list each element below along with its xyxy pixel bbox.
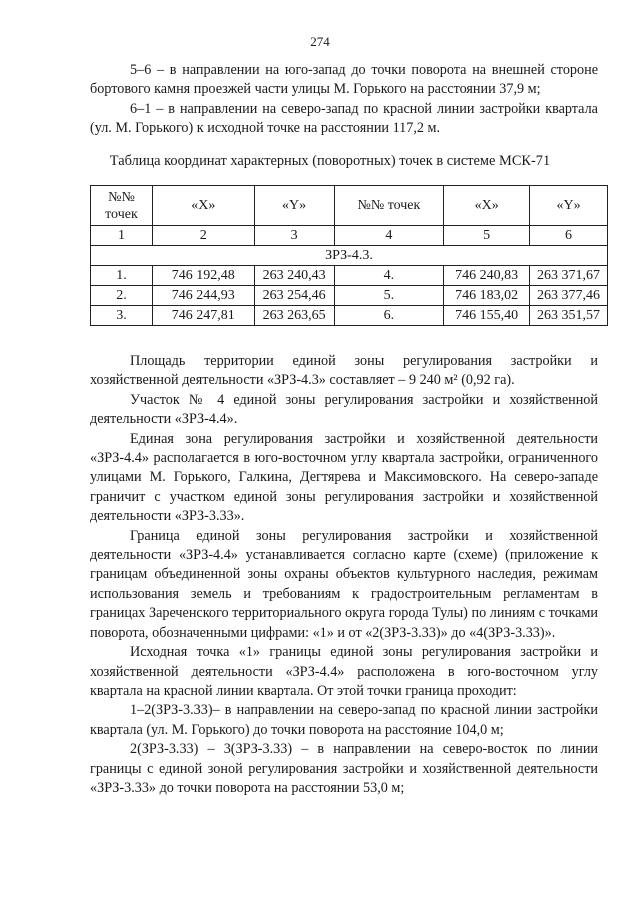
column-number: 2 [152, 226, 254, 246]
table-title: Таблица координат характерных (поворотных) точек в системе МСК-71 [109, 153, 551, 169]
section-row [91, 246, 608, 266]
header-cell: №№ точек [334, 186, 444, 226]
paragraph: Площадь территории единой зоны регулирования застройки и хозяйственной деятельности «ЗРЗ-4.3» составляет – 9 240 м² (0,92 га). [90, 353, 598, 389]
header-cell: «X» [152, 186, 254, 226]
table-cell: 746 192,48 [152, 266, 254, 286]
table-cell: 746 240,83 [444, 266, 530, 286]
header-cell: «Y» [530, 186, 608, 226]
table-cell: 263 254,46 [254, 286, 334, 306]
table-cell: 746 244,93 [152, 286, 254, 306]
paragraph: Единая зона регулирования застройки и хозяйственной деятельности «ЗРЗ-4.4» располагается в юго-восточном углу квартала застройки, ограниченного улицами М. Горького, Галкина, Дегтярева и Максимовского. На северо-западе граничит с участком единой зоны регулирования застройки и хозяйственной деятельности «ЗРЗ-3.33». [90, 430, 598, 525]
paragraph: 6–1 – в направлении на северо-запад по красной линии застройки квартала (ул. М. Горького) к исходной точке на расстоянии 117,2 м. [90, 100, 598, 137]
paragraph: 5–6 – в направлении на юго-запад до точки поворота на внешней стороне бортового камня проезжей части улицы М. Горького на расстоянии 37,9 м; [90, 62, 598, 98]
table-row [91, 306, 608, 326]
table-cell: 263 240,43 [254, 266, 334, 286]
column-number: 3 [254, 226, 334, 246]
table-cell: 263 263,65 [254, 306, 334, 326]
intro-text [90, 61, 598, 139]
table-cell: 3. [91, 306, 153, 326]
table-row [91, 286, 608, 306]
table-cell: 6. [334, 306, 444, 326]
table-cell: 746 155,40 [444, 306, 530, 326]
paragraph: Участок № 4 единой зоны регулирования застройки и хозяйственной деятельности «ЗРЗ-4.4». [90, 391, 598, 428]
paragraph: Граница единой зоны регулирования застройки и хозяйственной деятельности «ЗРЗ-4.4» устанавливается согласно карте (схеме) (приложение к границам объединенной зоны охраны объектов культурного наследия, режимам использования земель и требованиям к градостроительным регламентам в границах Зареченского территориального округа города Тулы) по линиям с точками поворота, обозначенными цифрами: «1» и от «2(ЗРЗ-3.33)» до «4(ЗРЗ-3.33)». [90, 527, 598, 641]
table-cell: 263 371,67 [530, 266, 608, 286]
table-cell: 746 183,02 [444, 286, 530, 306]
column-number-row [91, 226, 608, 246]
table-cell: 263 377,46 [530, 286, 608, 306]
column-number: 4 [334, 226, 444, 246]
paragraph: 1–2(ЗРЗ-3.33)– в направлении на северо-запад по красной линии застройки квартала (ул. М. Горького) до точки поворота на расстояние 104,0 м; [90, 702, 598, 738]
page-number: 274 [310, 34, 330, 49]
section-label: ЗРЗ-4.3. [91, 246, 608, 266]
table-cell: 263 351,57 [530, 306, 608, 326]
table-cell: 746 247,81 [152, 306, 254, 326]
column-number: 6 [530, 226, 608, 246]
coordinates-table [90, 185, 608, 326]
header-cell: «Y» [254, 186, 334, 226]
body-text [90, 352, 598, 798]
table-cell: 2. [91, 286, 153, 306]
header-cell: №№ точек [91, 186, 153, 226]
table-row [91, 266, 608, 286]
column-number: 1 [91, 226, 153, 246]
table-cell: 5. [334, 286, 444, 306]
column-number: 5 [444, 226, 530, 246]
table-cell: 1. [91, 266, 153, 286]
paragraph: 2(ЗРЗ-3.33) – 3(ЗРЗ-3.33) – в направлении на северо-восток по линии границы с единой зоной регулирования застройки и хозяйственной деятельности «ЗРЗ-3.33» до точки поворота на расстоянии 53,0 м; [90, 741, 598, 796]
table-header-row [91, 186, 608, 226]
table-cell: 4. [334, 266, 444, 286]
header-cell: «X» [444, 186, 530, 226]
paragraph: Исходная точка «1» границы единой зоны регулирования застройки и хозяйственной деятельности «ЗРЗ-4.4» расположена в юго-восточном углу квартала на красной линии квартала. От этой точки граница проходит: [90, 644, 598, 699]
